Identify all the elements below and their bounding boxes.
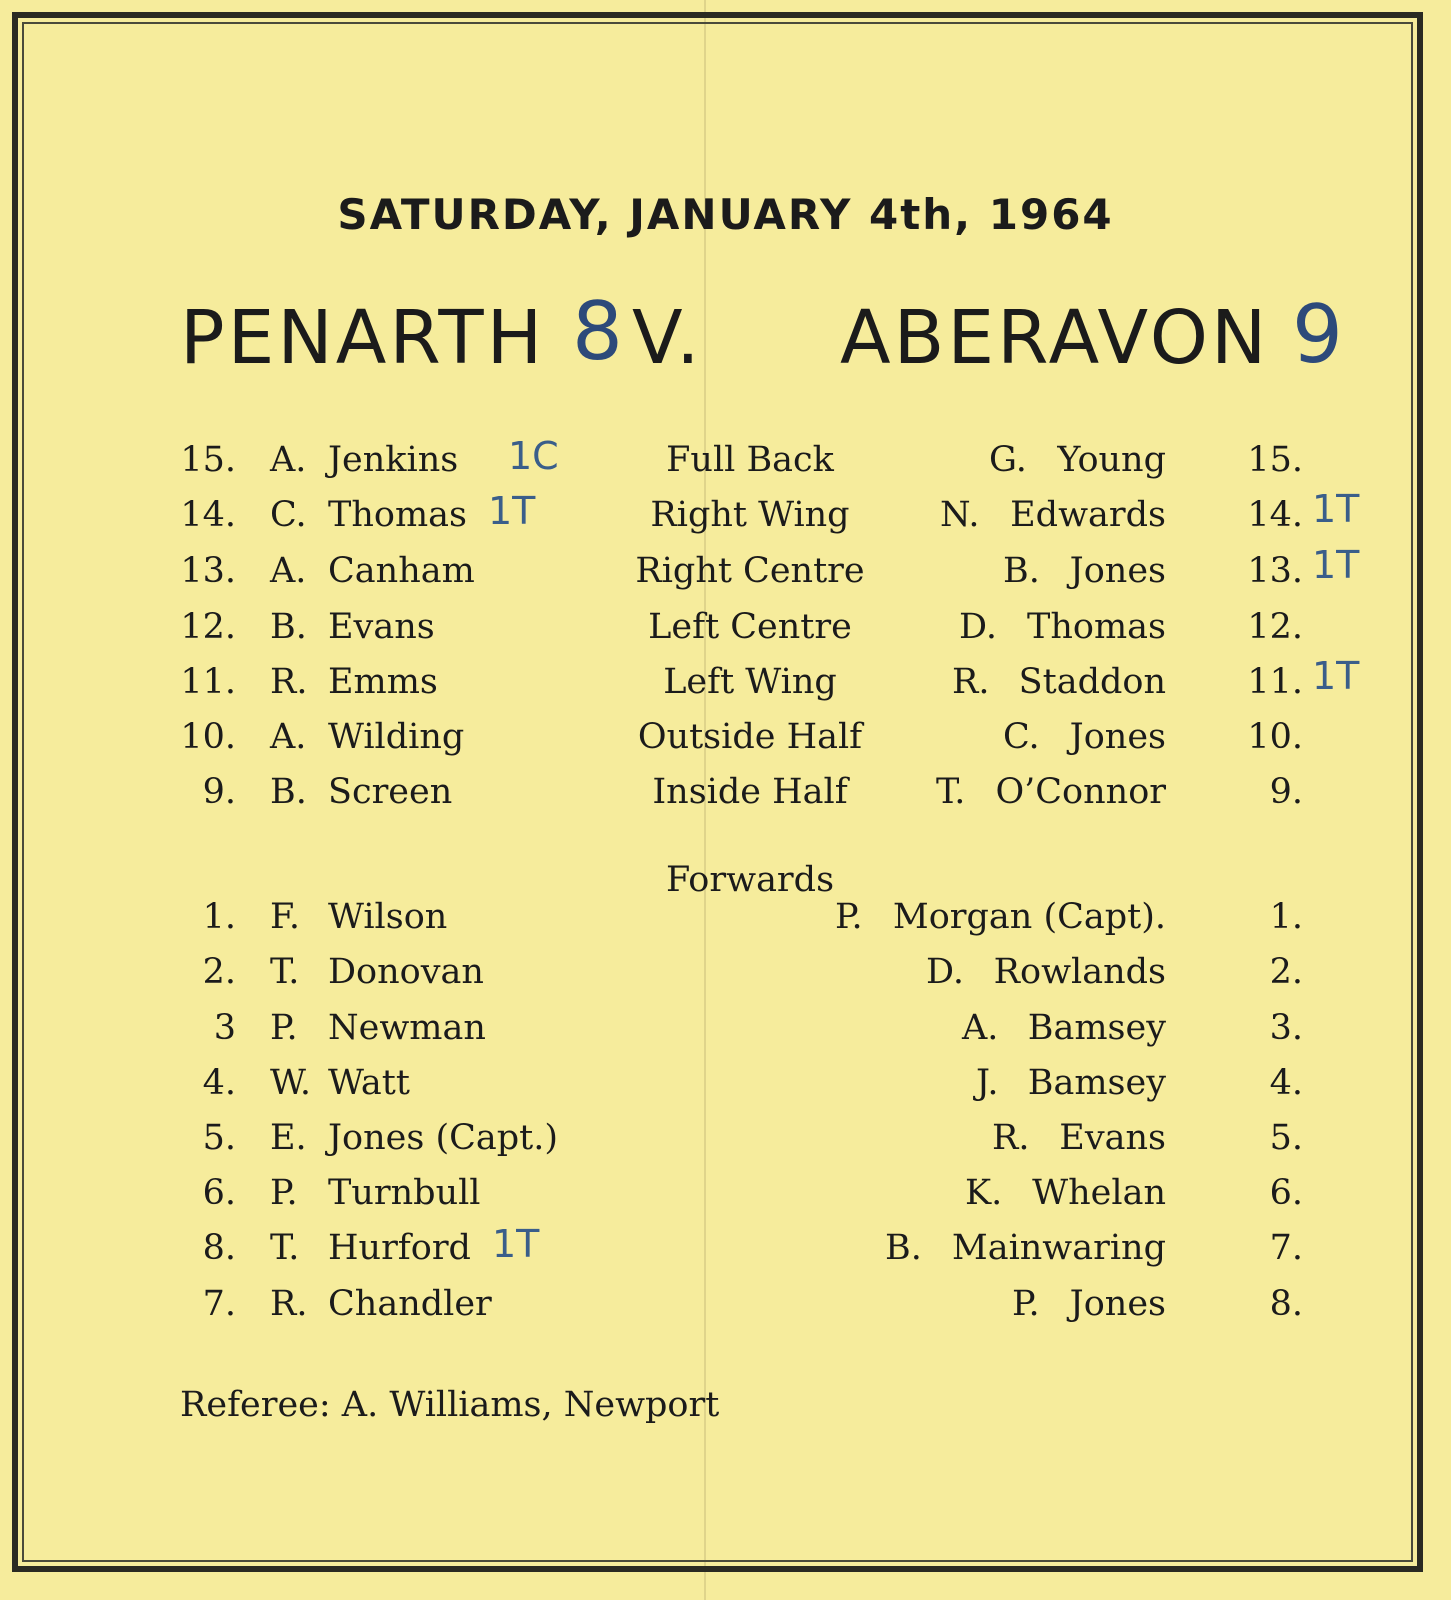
home-jersey-number: 9. bbox=[202, 772, 236, 812]
away-player-name: O’Connor bbox=[995, 772, 1166, 812]
away-jersey-number: 15. bbox=[1247, 440, 1303, 480]
home-player-name: Canham bbox=[328, 551, 475, 591]
home-player-initial: C. bbox=[270, 495, 307, 535]
home-score-annotation: 1T bbox=[492, 1222, 540, 1266]
away-jersey-number: 5. bbox=[1269, 1118, 1303, 1158]
backs-row bbox=[0, 543, 1451, 607]
away-player-name: Staddon bbox=[1018, 662, 1166, 702]
position-label: Inside Half bbox=[652, 772, 848, 812]
away-jersey-number: 13. bbox=[1247, 551, 1303, 591]
home-player-name: Turnbull bbox=[328, 1173, 481, 1213]
position-label: Outside Half bbox=[637, 717, 863, 757]
away-player-initial: T. bbox=[936, 772, 966, 812]
away-score-annotation: 1T bbox=[1312, 654, 1360, 698]
away-jersey-number: 8. bbox=[1269, 1284, 1303, 1324]
home-player-initial: P. bbox=[270, 1173, 298, 1213]
backs-row bbox=[0, 487, 1451, 551]
away-jersey-number: 9. bbox=[1269, 772, 1303, 812]
away-jersey-number: 10. bbox=[1247, 717, 1303, 757]
referee-line: Referee: A. Williams, Newport bbox=[180, 1385, 720, 1425]
home-player-name: Wilding bbox=[328, 717, 465, 757]
away-jersey-number: 2. bbox=[1269, 952, 1303, 992]
backs-row bbox=[0, 654, 1451, 718]
home-jersey-number: 15. bbox=[180, 440, 236, 480]
away-score-annotation: 1T bbox=[1312, 543, 1360, 587]
home-player-name: Donovan bbox=[328, 952, 484, 992]
home-player-name: Screen bbox=[328, 772, 453, 812]
home-jersey-number: 8. bbox=[202, 1228, 236, 1268]
position-label: Left Wing bbox=[663, 662, 837, 702]
forwards-row bbox=[0, 1118, 1451, 1174]
away-player-initial: C. bbox=[1003, 717, 1040, 757]
away-player-initial: N. bbox=[940, 495, 980, 535]
home-score-annotation: 1T bbox=[488, 489, 536, 533]
away-player-initial: G. bbox=[989, 440, 1027, 480]
away-player-name: Morgan (Capt). bbox=[892, 897, 1166, 937]
forwards-row bbox=[0, 1063, 1451, 1119]
away-player-initial: R. bbox=[952, 662, 990, 702]
home-player-initial: E. bbox=[270, 1118, 307, 1158]
forwards-row bbox=[0, 897, 1451, 953]
away-player-name: Young bbox=[1057, 440, 1166, 480]
backs-row bbox=[0, 434, 1451, 496]
position-label: Right Wing bbox=[650, 495, 850, 535]
away-player-initial: P. bbox=[1012, 1284, 1040, 1324]
forwards-heading: Forwards bbox=[665, 860, 835, 900]
away-player-name: Jones bbox=[1069, 1284, 1166, 1324]
home-player-name: Watt bbox=[328, 1063, 410, 1103]
away-player-initial: J. bbox=[976, 1063, 999, 1103]
position-label: Full Back bbox=[666, 440, 834, 480]
away-jersey-number: 6. bbox=[1269, 1173, 1303, 1213]
away-player-name: Mainwaring bbox=[951, 1228, 1166, 1268]
away-player-initial: B. bbox=[1003, 551, 1040, 591]
away-jersey-number: 11. bbox=[1247, 662, 1303, 702]
home-player-name: Hurford bbox=[328, 1228, 471, 1268]
home-player-initial: R. bbox=[270, 662, 308, 702]
home-player-initial: B. bbox=[270, 772, 307, 812]
forwards-row bbox=[0, 952, 1451, 1008]
home-player-initial: A. bbox=[270, 717, 307, 757]
away-jersey-number: 3. bbox=[1269, 1008, 1303, 1048]
home-player-initial: T. bbox=[270, 1228, 300, 1268]
match-date: SATURDAY, JANUARY 4th, 1964 bbox=[337, 190, 1114, 239]
backs-row bbox=[0, 772, 1451, 828]
home-player-initial: B. bbox=[270, 607, 307, 647]
away-player-name: Bamsey bbox=[1027, 1063, 1166, 1103]
home-player-name: Evans bbox=[328, 607, 435, 647]
home-player-name: Wilson bbox=[328, 897, 448, 937]
home-jersey-number: 12. bbox=[180, 607, 236, 647]
away-jersey-number: 12. bbox=[1247, 607, 1303, 647]
home-score: 8 bbox=[572, 285, 623, 378]
home-player-initial: A. bbox=[270, 551, 307, 591]
home-jersey-number: 3 bbox=[213, 1008, 236, 1048]
away-player-initial: D. bbox=[959, 607, 997, 647]
home-score-annotation: 1C bbox=[508, 434, 559, 478]
home-jersey-number: 10. bbox=[180, 717, 236, 757]
away-jersey-number: 4. bbox=[1269, 1063, 1303, 1103]
home-jersey-number: 2. bbox=[202, 952, 236, 992]
forwards-row bbox=[0, 1284, 1451, 1340]
away-team: ABERAVON bbox=[840, 295, 1270, 381]
home-player-name: Jenkins bbox=[328, 440, 459, 480]
home-jersey-number: 14. bbox=[180, 495, 236, 535]
home-jersey-number: 4. bbox=[202, 1063, 236, 1103]
position-label: Left Centre bbox=[648, 607, 852, 647]
home-player-name: Newman bbox=[328, 1008, 486, 1048]
home-player-initial: R. bbox=[270, 1284, 308, 1324]
home-jersey-number: 11. bbox=[180, 662, 236, 702]
away-player-name: Jones bbox=[1069, 551, 1166, 591]
home-player-name: Jones (Capt.) bbox=[328, 1118, 558, 1158]
forwards-row bbox=[0, 1222, 1451, 1284]
away-player-name: Bamsey bbox=[1027, 1008, 1166, 1048]
away-player-initial: D. bbox=[926, 952, 964, 992]
away-player-initial: P. bbox=[835, 897, 863, 937]
away-player-name: Jones bbox=[1069, 717, 1166, 757]
away-score-annotation: 1T bbox=[1312, 487, 1360, 531]
away-jersey-number: 14. bbox=[1247, 495, 1303, 535]
home-jersey-number: 6. bbox=[202, 1173, 236, 1213]
home-player-initial: P. bbox=[270, 1008, 298, 1048]
home-player-name: Emms bbox=[328, 662, 438, 702]
away-player-initial: R. bbox=[992, 1118, 1030, 1158]
home-jersey-number: 1. bbox=[202, 897, 236, 937]
forwards-row bbox=[0, 1008, 1451, 1064]
home-player-initial: W. bbox=[270, 1063, 311, 1103]
away-player-initial: K. bbox=[965, 1173, 1003, 1213]
away-player-name: Edwards bbox=[1010, 495, 1166, 535]
forwards-row bbox=[0, 1173, 1451, 1229]
away-jersey-number: 7. bbox=[1269, 1228, 1303, 1268]
home-jersey-number: 5. bbox=[202, 1118, 236, 1158]
home-player-name: Thomas bbox=[328, 495, 467, 535]
home-player-initial: F. bbox=[270, 897, 300, 937]
away-score: 9 bbox=[1292, 288, 1343, 381]
home-player-initial: T. bbox=[270, 952, 300, 992]
away-player-initial: B. bbox=[885, 1228, 922, 1268]
backs-row bbox=[0, 607, 1451, 663]
home-jersey-number: 7. bbox=[202, 1284, 236, 1324]
position-label: Right Centre bbox=[635, 551, 865, 591]
away-player-name: Evans bbox=[1059, 1118, 1166, 1158]
home-jersey-number: 13. bbox=[180, 551, 236, 591]
home-player-name: Chandler bbox=[328, 1284, 492, 1324]
away-player-name: Whelan bbox=[1032, 1173, 1166, 1213]
versus-label: V. bbox=[632, 295, 703, 381]
away-player-name: Rowlands bbox=[993, 952, 1166, 992]
home-player-initial: A. bbox=[270, 440, 307, 480]
away-player-initial: A. bbox=[962, 1008, 999, 1048]
away-jersey-number: 1. bbox=[1269, 897, 1303, 937]
backs-row bbox=[0, 717, 1451, 773]
home-team: PENARTH bbox=[180, 295, 546, 381]
away-player-name: Thomas bbox=[1027, 607, 1166, 647]
